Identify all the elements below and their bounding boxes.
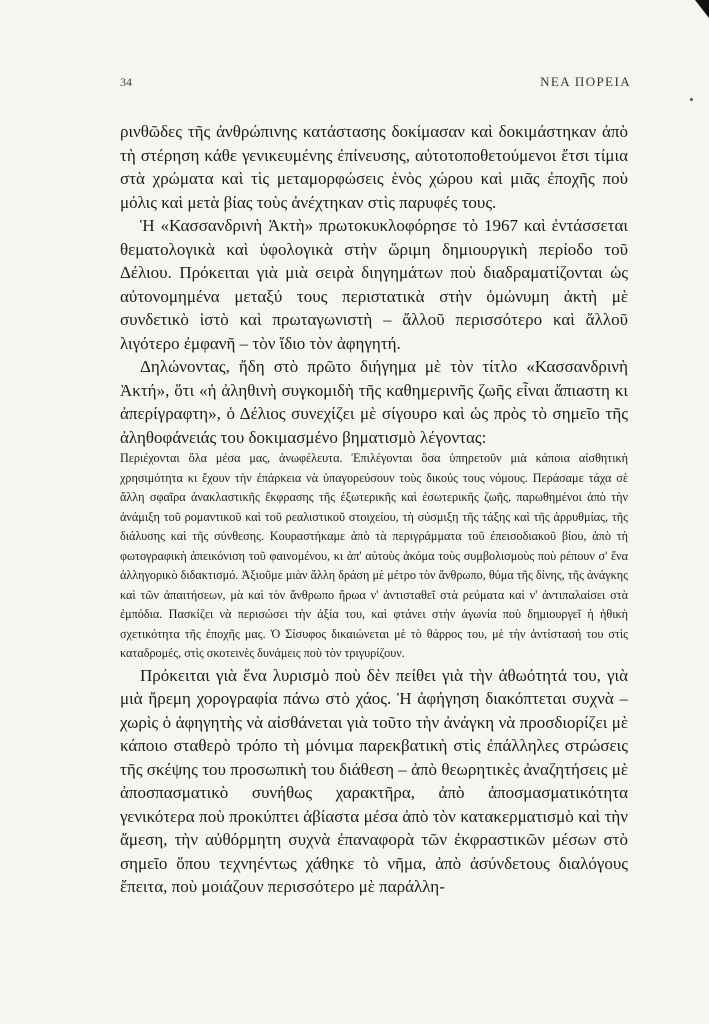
paragraph-2: Ἡ «Κασσανδρινὴ Ἀκτὴ» πρωτοκυκλοφόρησε τὸ 1967 καὶ ἐντάσσεται θεματολογικὰ καὶ ὑφολογικὰ στὴν ὥριμη δημιουργικὴ περίοδο τοῦ Δέλιου. Πρόκειται γιὰ μιὰ σειρὰ διηγημάτων ποὺ διαδραματίζονται ὡς αὐτονομημένα μεταξύ τους περιστατικὰ στὴν ὁμώνυμη ἀκτὴ μὲ συνδετικὸ ἱστὸ καὶ πρωταγωνιστὴ – ἄλλοῦ περισσότερο καὶ ἄλλοῦ λιγότερο ἐμφανῆ – τὸν ἴδιο τὸν ἀφηγητή. [120,216,628,353]
paragraph-3: Δηλώνοντας, ἤδη στὸ πρῶτο διήγημα μὲ τὸν τίτλο «Κασσανδρινὴ Ἀκτή», ὅτι «ἡ ἀληθινὴ συγκομιδὴ τῆς καθημερινῆς ζωῆς εἶναι ἄπιαστη κι ἀπερίγραφτη», ὁ Δέλιος συνεχίζει μὲ σίγουρο καὶ ὡς πρὸς τὸ σημεῖο τῆς ἀληθοφάνειάς του δοκιμασμένο βηματισμὸ λέγοντας: [120,357,628,447]
block-quote: Περιέχονται ὅλα μέσα μας, ἀνωφέλευτα. Ἐπιλέγονται ὅσα ὑπηρετοῦν μιὰ κάποια αἰσθητικὴ χρησιμότητα κι ἔχουν τὴν ἐπάρκεια νὰ ὑπαγορεύσουν τοὺς δικούς τους νόμους. Περάσαμε τάχα σὲ ἄλλη σφαῖρα ἀνακλαστικῆς ἔκφρασης τῆς ἐξωτερικῆς καὶ ἐσωτερικῆς ζωῆς, παρωθημένοι ἀπὸ τὴν ἀνάμιξη τοῦ ρομαντικοῦ καὶ τοῦ ρεαλιστικοῦ στοιχείου, τὴ σύσμιξη τῆς τάξης καὶ τῆς ἀρρυθμίας, τῆς διάλυσης καὶ τῆς σύνθεσης. Κουραστήκαμε ἀπὸ τὰ περιγράμματα τοῦ ἐπεισοδιακοῦ βίου, ἀπὸ τὴ φωτογραφικὴ ἀπεικόνιση τοῦ φαινομένου, κι ἀπ' αὐτοὺς ἀκόμα τοὺς συμβολισμοὺς ποὺ ρέπουν σ' ἕνα ἀλληγορικὸ διδακτισμό. Ἀξιοῦμε μιὰν ἄλλη δράση μὲ μέτρο τὸν ἄνθρωπο, θύμα τῆς δίνης, τῆς ἀνάγκης καὶ τῶν ἀπαιτήσεων, μὰ καὶ τὸν ἄνθρωπο ἥρωα ν' ἀντισταθεῖ στὰ ρεύματα καὶ ν' ἀντιπαλαίσει στὰ ἐμπόδια. Πασκίζει νὰ περισώσει τὴν ἀξία του, καὶ φτάνει στὴν ἀγωνία ποὺ δημιουργεῖ ἡ ἠθικὴ σχετικότητα τῆς ἐποχῆς μας. Ὁ Σίσυφος δικαιώνεται μὲ τὸ θάρρος του, μὲ τὴν ἀντίστασή του στὶς καταδρομές, στὶς σκοτεινὲς δυνάμεις ποὺ τὸν τριγυρίζουν. [120,451,628,660]
page-header [120,74,631,90]
corner-scan-mark [695,0,709,18]
page-number: 34 [120,75,132,89]
paragraph-4: Πρόκειται γιὰ ἕνα λυρισμὸ ποὺ δὲν πείθει γιὰ τὴν ἀθωότητά του, γιὰ μιὰ ἤρεμη χορογραφία πάνω στὸ χάος. Ἡ ἀφήγηση διακόπτεται συχνὰ – χωρὶς ὁ ἀφηγητὴς νὰ αἰσθάνεται γιὰ τοῦτο τὴν ἀνάγκη νὰ προσδιορίζει μὲ κάποιο σταθερὸ τρόπο τὴ μόνιμα παρεκβατικὴ στὶς ἐπάλληλες στρώσεις τῆς σκέψης του προσωπικὴ του διάθεση – ἀπὸ θεωρητικὲς ἀναζητήσεις μὲ ἀποσπασματικὸ συνήθως χαρακτῆρα, ἀπὸ ἀποσμασματικότητα γενικότερα ποὺ προκύπτει ἀβίαστα μέσα ἀπὸ τὸν κατακερματισμὸ καὶ τὴν ἄμεση, τὴν αὐθόρμητη συχνὰ ἐπαναφορὰ τῶν ἐκφραστικῶν μέσων στὸ σημεῖο ὅπου τεχνηέντως χάθηκε τὸ νῆμα, ἀπὸ ἀσύνδετους διαλόγους ἔπειτα, ποὺ μοιάζουν περισσότερο μὲ παράλλη- [120,665,628,896]
running-title: ΝΕΑ ΠΟΡΕΙΑ [540,74,631,89]
margin-dot [690,98,693,101]
body-text [120,120,628,899]
paragraph-1: ρινθῶδες τῆς ἀνθρώπινης κατάστασης δοκίμασαν καὶ δοκιμάστηκαν ἀπὸ τὴ στέρηση κάθε γενικευμένης ἐπίνευσης, αὐτοτοποθετούμενοι ἔτσι τίμια στὰ χρώματα καὶ τὶς μεταμορφώσεις ἑνὸς χώρου καὶ μιᾶς ἐποχῆς ποὺ μόλις καὶ μετὰ βίας τοὺς ἀνέχτηκαν στὶς παρυφές τους. [120,122,628,212]
